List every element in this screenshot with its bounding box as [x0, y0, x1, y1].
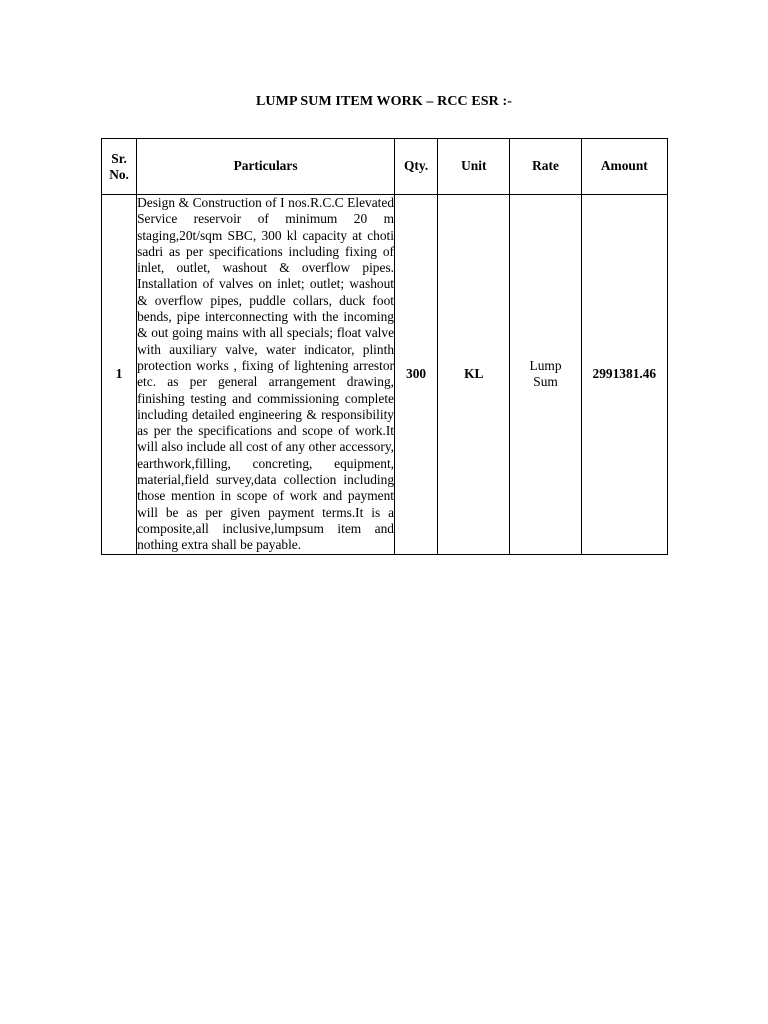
header-qty: Qty. [395, 139, 438, 195]
cell-sr-no: 1 [102, 195, 137, 555]
cell-qty: 300 [395, 195, 438, 555]
header-rate: Rate [510, 139, 581, 195]
header-sr-line2: No. [109, 166, 129, 182]
header-unit: Unit [438, 139, 510, 195]
header-amount: Amount [581, 139, 667, 195]
rate-line2: Sum [533, 374, 558, 390]
table-body [102, 195, 668, 555]
page-title: LUMP SUM ITEM WORK – RCC ESR :- [255, 94, 513, 109]
cell-particulars: Design & Construction of I nos.R.C.C Elevated Service reservoir of minimum 20 m staging,20t/sqm SBC, 300 kl capacity at choti sadri as per specifications including fixing of inlet, outlet, washout & overflow pipes. Installation of valves on inlet; outlet; washout & overflow pipes, puddle collars, duck foot bends, pipe interconnecting with the incoming & out going mains with all specials; float valve with auxiliary valve, water indicator, plinth protection works , fixing of lightening arrestor etc. as per general arrangement drawing, finishing testing and commissioning complete including detailed engineering & responsibility as per the specifications and scope of work.It will also include all cost of any other accessory, earthwork,filling, concreting, equipment, material,field survey,data collection including those mention in scope of work and payment will be as per given payment terms.It is a composite,all inclusive,lumpsum item and nothing extra shall be payable. [137, 195, 395, 553]
cell-rate [510, 195, 581, 555]
header-sr-no [102, 139, 137, 195]
header-particulars: Particulars [137, 139, 395, 195]
cell-amount: 2991381.46 [581, 195, 667, 555]
header-row [102, 139, 668, 195]
rate-line1: Lump [529, 357, 562, 373]
table-row [102, 195, 668, 555]
cell-unit: KL [438, 195, 510, 555]
header-sr-line1: Sr. [111, 150, 127, 166]
bill-of-quantities-table [101, 138, 668, 555]
table-header [102, 139, 668, 195]
